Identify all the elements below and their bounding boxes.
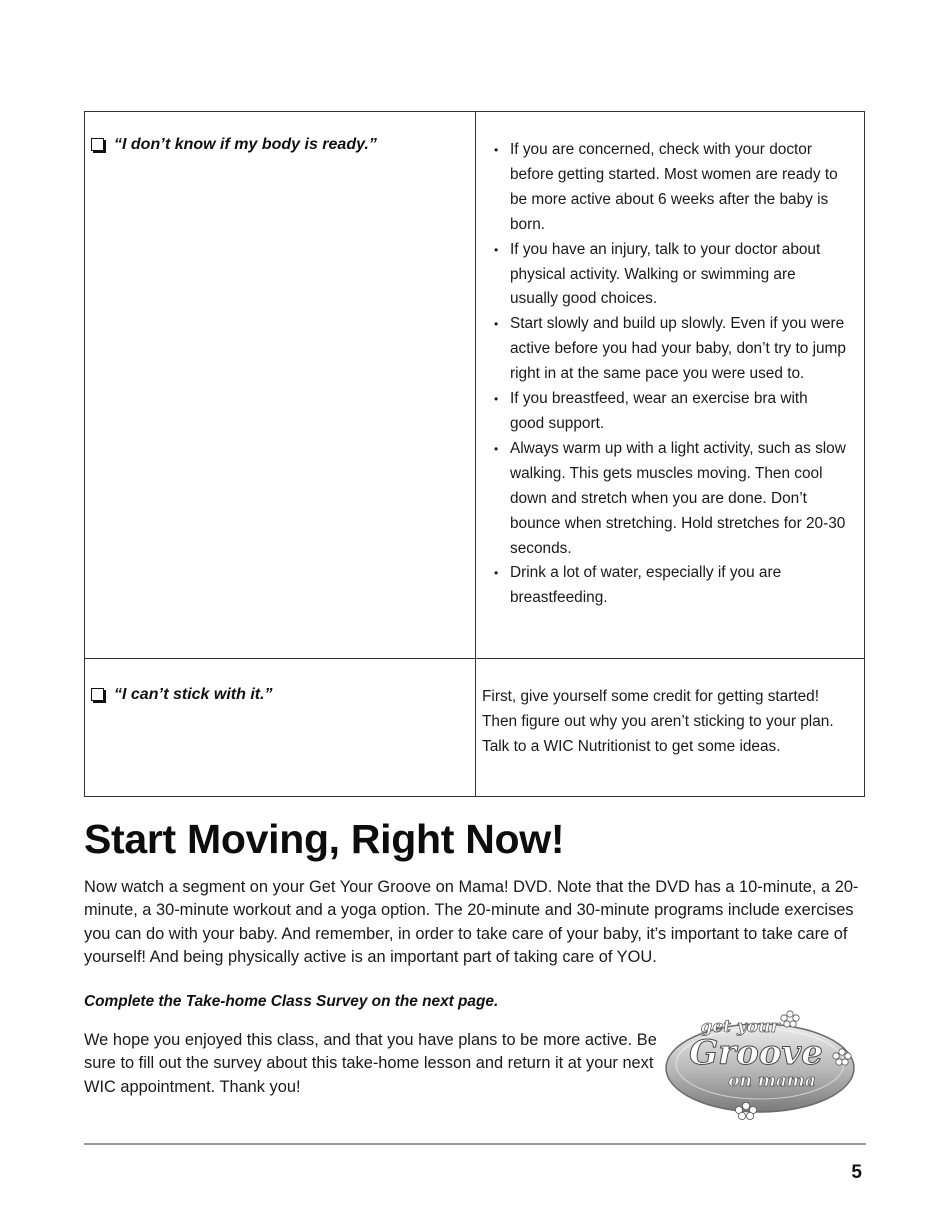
checkbox-icon[interactable]: [91, 138, 104, 151]
groove-logo: [660, 1002, 862, 1120]
barrier-cell: [85, 112, 476, 659]
tips-list: [476, 112, 864, 611]
list-item: • Start slowly and build up slowly. Even if you were active before you had your baby, don’t try to jump right in at the same pace you were used to.: [510, 312, 846, 387]
logo-line3: on mama: [728, 1071, 816, 1091]
logo-line2: Groove: [689, 1033, 823, 1073]
tips-cell: [476, 112, 865, 659]
barrier-statement: [85, 112, 475, 154]
logo-line1: get your: [700, 1017, 780, 1037]
checkbox-icon[interactable]: [91, 688, 104, 701]
barriers-table: [84, 111, 865, 797]
table-row: [85, 112, 865, 659]
barrier-text: “I can’t stick with it.”: [114, 686, 273, 703]
page-number: 5: [851, 1162, 862, 1183]
survey-note: Complete the Take-home Class Survey on the next page.: [84, 993, 499, 1010]
barrier-statement: [85, 659, 475, 704]
list-item: • If you are concerned, check with your doctor before getting started. Most women are ready to be more active about 6 weeks after the baby is born.: [510, 138, 846, 238]
answer-text: First, give yourself some credit for getting started! Then figure out why you aren’t sticking to your plan. Talk to a WIC Nutritionist to get some ideas.: [482, 688, 834, 755]
list-item: • Drink a lot of water, especially if you are breastfeeding.: [510, 561, 846, 611]
table-row: [85, 659, 865, 797]
footer-divider: [84, 1143, 866, 1145]
closing-paragraph: We hope you enjoyed this class, and that you have plans to be more active. Be sure to fill out the survey about this take-home lesson and return it at your next WIC appointment. Thank you!: [84, 1031, 657, 1096]
barrier-cell: [85, 659, 476, 797]
barrier-text: “I don’t know if my body is ready.”: [114, 136, 377, 153]
section-title: Start Moving, Right Now!: [84, 816, 565, 862]
list-item: • If you breastfeed, wear an exercise bra with good support.: [510, 387, 846, 437]
list-item: • Always warm up with a light activity, such as slow walking. This gets muscles moving. Then cool down and stretch when you are done. Don’t bounce when stretching. Hold stretches for 20-30 seconds.: [510, 437, 846, 562]
answer-cell: [476, 659, 865, 797]
list-item: • If you have an injury, talk to your doctor about physical activity. Walking or swimming are usually good choices.: [510, 238, 846, 313]
intro-paragraph: Now watch a segment on your Get Your Groove on Mama! DVD. Note that the DVD has a 10-minute, a 20-minute, a 30-minute workout and a yoga option. The 20-minute and 30-minute programs include exercises you can do with your baby. And remember, in order to take care of your baby, it’s important to take care of yourself! And being physically active is an important part of taking care of YOU.: [84, 878, 859, 967]
